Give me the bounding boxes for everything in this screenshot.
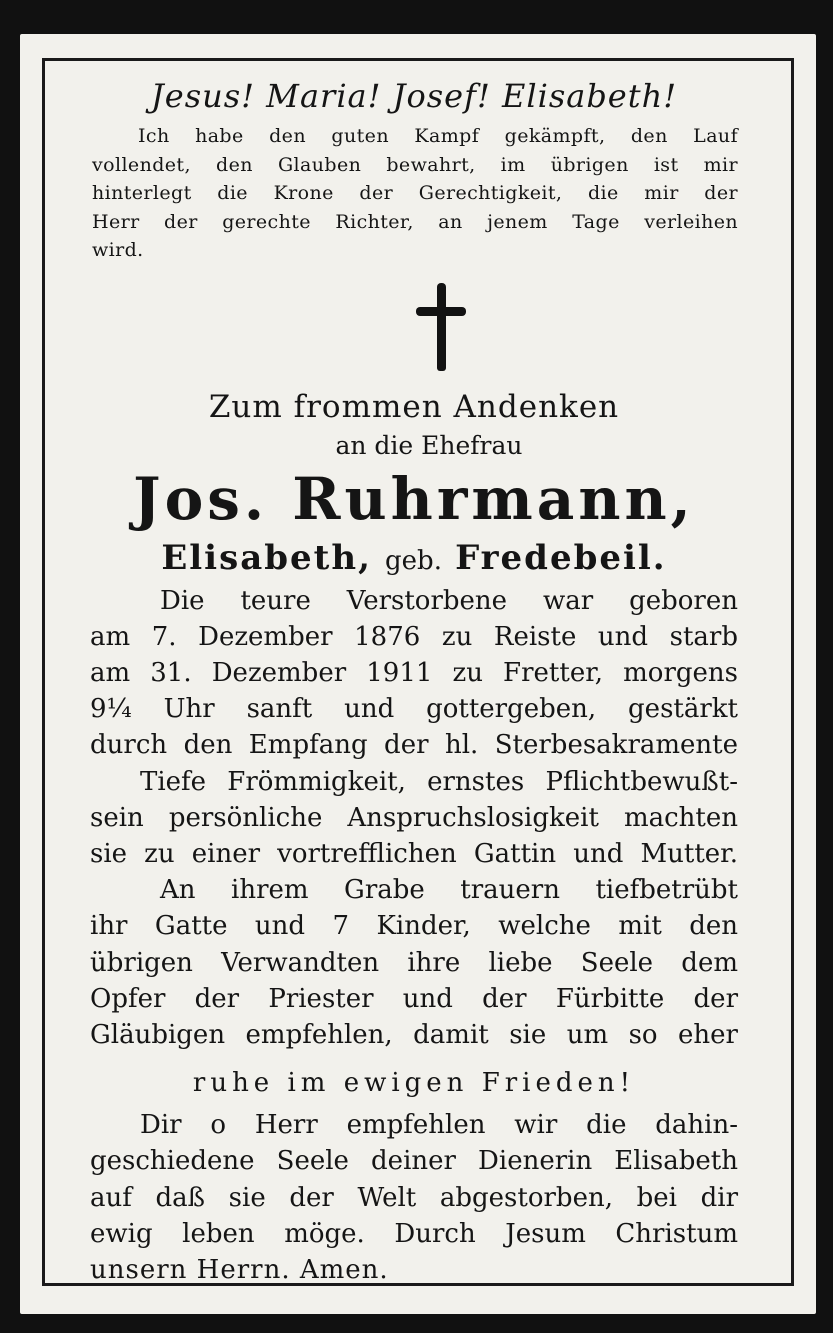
deceased-name: Jos. Ruhrmann, (133, 464, 695, 533)
text-line: Die teure Verstorbene war geboren (160, 585, 738, 616)
text-line: An ihrem Grabe trauern tiefbetrübt (160, 875, 738, 906)
intro-line: Herr der gerechte Richter, an jenem Tage verleihen (92, 210, 738, 233)
prayer-line: auf daß sie der Welt abgestorben, bei dir (90, 1182, 738, 1213)
text-line: am 31. Dezember 1911 zu Fretter, morgens (90, 657, 738, 688)
maiden-name: Fredebeil. (455, 537, 667, 578)
prayer-line: geschiedene Seele deiner Dienerin Elisabeth (90, 1146, 738, 1177)
prayer (90, 1107, 738, 1288)
first-name: Elisabeth, (161, 537, 372, 578)
latin-cross-icon (416, 283, 466, 371)
card-content (90, 70, 738, 1288)
text-line: Gläubigen empfehlen, damit sie um so eher (90, 1019, 738, 1050)
prayer-line: unsern Herrn. Amen. (90, 1254, 389, 1285)
wife-line: an die Ehefrau (335, 430, 523, 460)
intro-line: vollendet, den Glauben bewahrt, im übrigen ist mir (92, 153, 738, 176)
biography (90, 583, 738, 1054)
text-line: sie zu einer vortrefflichen Gattin und Mutter. (90, 838, 738, 869)
intro-line: hinterlegt die Krone der Gerechtigkeit, die mir der (92, 182, 738, 204)
text-line: Tiefe Frömmigkeit, ernstes Pflichtbewußt- (140, 766, 738, 797)
text-line: am 7. Dezember 1876 zu Reiste und starb (90, 621, 738, 652)
geb-label: geb. (385, 545, 442, 576)
text-line: Opfer der Priester und der Fürbitte der (90, 983, 738, 1014)
text-line: durch den Empfang der hl. Sterbesakramente (90, 730, 738, 761)
prayer-line: ewig leben möge. Durch Jesum Christum (90, 1218, 738, 1249)
intro-line: Ich habe den guten Kampf gekämpft, den Lauf (138, 125, 738, 147)
intro-line: wird. (92, 239, 144, 261)
prayer-line: Dir o Herr empfehlen wir die dahin- (140, 1110, 738, 1141)
closing-line: ruhe im ewigen Frieden! (192, 1068, 636, 1099)
cross-area (90, 283, 738, 383)
deceased-full-name (90, 533, 738, 583)
card-header: Jesus! Maria! Josef! Elisabeth! (150, 77, 678, 115)
text-line: 9¼ Uhr sanft und gottergeben, gestärkt (90, 694, 738, 725)
scripture-quote (90, 122, 738, 265)
memorial-title: Zum frommen Andenken (208, 388, 620, 425)
text-line: übrigen Verwandten ihre liebe Seele dem (90, 947, 738, 978)
text-line: ihr Gatte und 7 Kinder, welche mit den (90, 911, 738, 942)
text-line: sein persönliche Anspruchslosigkeit machten (90, 802, 738, 833)
